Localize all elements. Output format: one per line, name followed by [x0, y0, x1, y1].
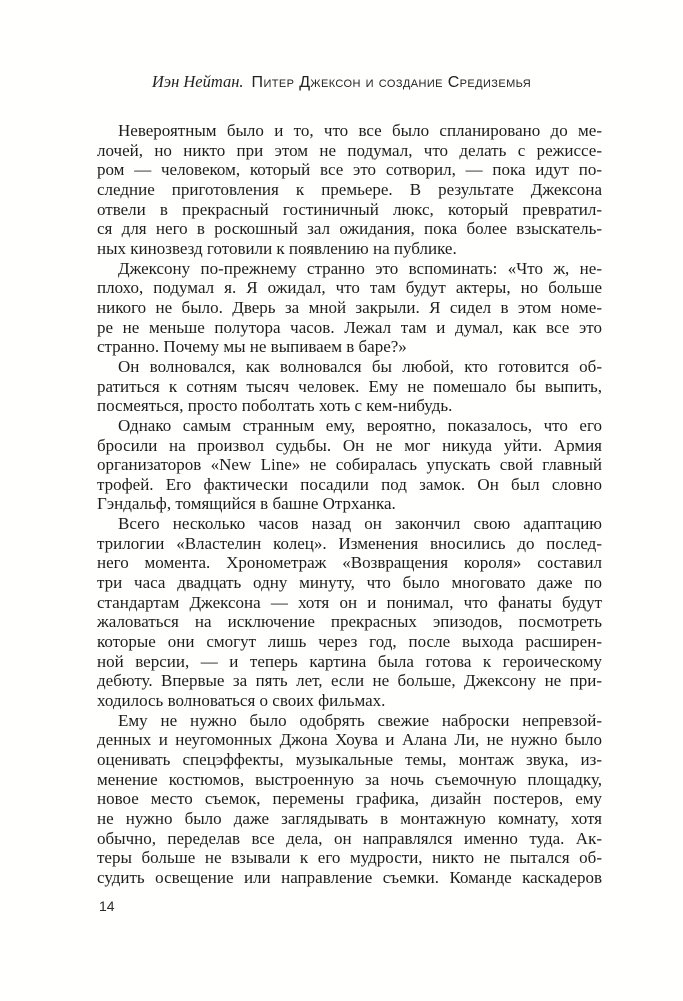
text-line: следние приготовления к премьере. В результате Джексона — [97, 179, 602, 199]
text-line: новое место съемок, перемены графика, дизайн постеров, ему — [97, 789, 602, 809]
text-line: три часа двадцать одну минуту, что было многовато даже по — [97, 573, 602, 593]
text-line: отвели в прекрасный гостиничный люкс, который превратил- — [97, 199, 602, 219]
text-line: которые они смогут лишь через год, после выхода расширен- — [97, 632, 602, 652]
text-line: бросили на произвол судьбы. Он не мог никуда уйти. Армия — [97, 435, 602, 455]
header-author: Иэн Нейтан. — [151, 72, 244, 91]
paragraph — [97, 416, 602, 514]
text-line: Всего несколько часов назад он закончил свою адаптацию — [118, 514, 602, 534]
text-line: Джексону по-прежнему странно это вспоминать: «Что ж, не- — [118, 258, 602, 278]
paragraph — [97, 259, 602, 357]
text-line: ром — человеком, который все это сотворил, — пока идут по- — [97, 160, 602, 180]
text-line: плохо, подумал я. Я ожидал, что там будут актеры, но больше — [97, 278, 602, 298]
text-line: лочей, но никто при этом не подумал, что делать с режиссе- — [97, 140, 602, 160]
text-line: оценивать спецэффекты, музыкальные темы, монтаж звука, из- — [97, 750, 602, 769]
text-line: Ему не нужно было одобрять свежие наброски непревзой- — [118, 710, 602, 730]
text-block — [97, 121, 602, 888]
text-line: теры больше не взывали к его мудрости, никто не пытался об- — [97, 848, 602, 868]
text-line: ся для него в роскошный зал ожидания, пока более взыскатель- — [97, 219, 602, 239]
page-number: 14 — [99, 898, 115, 914]
paragraph — [97, 357, 602, 416]
text-line: ной версии, — и теперь картина была готова к героическому — [97, 651, 602, 671]
text-line: не нужно было даже заглядывать в монтажную комнату, хотя — [97, 808, 602, 828]
text-line: ходилось волноваться о своих фильмах. — [97, 691, 386, 711]
text-line: странно. Почему мы не выпиваем в баре?» — [97, 337, 407, 357]
header-title: Питер Джексон и создание Средиземья — [251, 74, 532, 91]
paragraph — [97, 514, 602, 711]
text-line: ре не меньше полутора часов. Лежал там и думал, как все это — [97, 317, 602, 337]
text-line: посмеяться, просто поболтать хоть с кем-нибудь. — [97, 396, 453, 416]
text-line: жаловаться на исключение прекрасных эпизодов, посмотреть — [97, 612, 602, 632]
text-line: Гэндальф, томящийся в башне Отрханка. — [97, 494, 396, 514]
text-line: Он волновался, как волновался бы любой, кто готовится об- — [118, 356, 602, 376]
paragraph — [97, 121, 602, 259]
text-line: трилогии «Властелин колец». Изменения вносились до послед- — [97, 533, 602, 553]
text-line: Невероятным было и то, что все было спланировано до ме- — [118, 121, 602, 140]
text-line: организаторов «New Line» не собиралась упускать свой главный — [97, 455, 602, 475]
text-line: обычно, переделав все дела, он направлялся именно туда. Ак- — [97, 828, 602, 848]
text-line: стандартам Джексона — хотя он и понимал, что фанаты будут — [97, 592, 602, 612]
paragraph — [97, 711, 602, 888]
running-header — [0, 72, 683, 92]
text-line: Однако самым странным ему, вероятно, показалось, что его — [118, 415, 602, 435]
text-line: никого не было. Дверь за мной закрыли. Я сидел в этом номе- — [97, 297, 602, 317]
text-line: судить освещение или направление съемки. Команде каскадеров — [97, 867, 602, 887]
text-line: менение костюмов, выстроенную за ночь съемочную площадку, — [97, 769, 602, 789]
text-line: него момента. Хронометраж «Возвращения короля» составил — [97, 553, 602, 573]
text-line: дебюту. Впервые за пять лет, если не больше, Джексону не при- — [97, 671, 602, 691]
text-line: трофей. Его фактически посадили под замок. Он был словно — [97, 474, 602, 494]
text-line: ных кинозвезд готовили к появлению на публике. — [97, 238, 457, 258]
text-line: денных и неугомонных Джона Хоува и Алана Ли, не нужно было — [97, 730, 602, 750]
text-line: ратиться к сотням тысяч человек. Ему не помешало бы выпить, — [97, 376, 602, 396]
